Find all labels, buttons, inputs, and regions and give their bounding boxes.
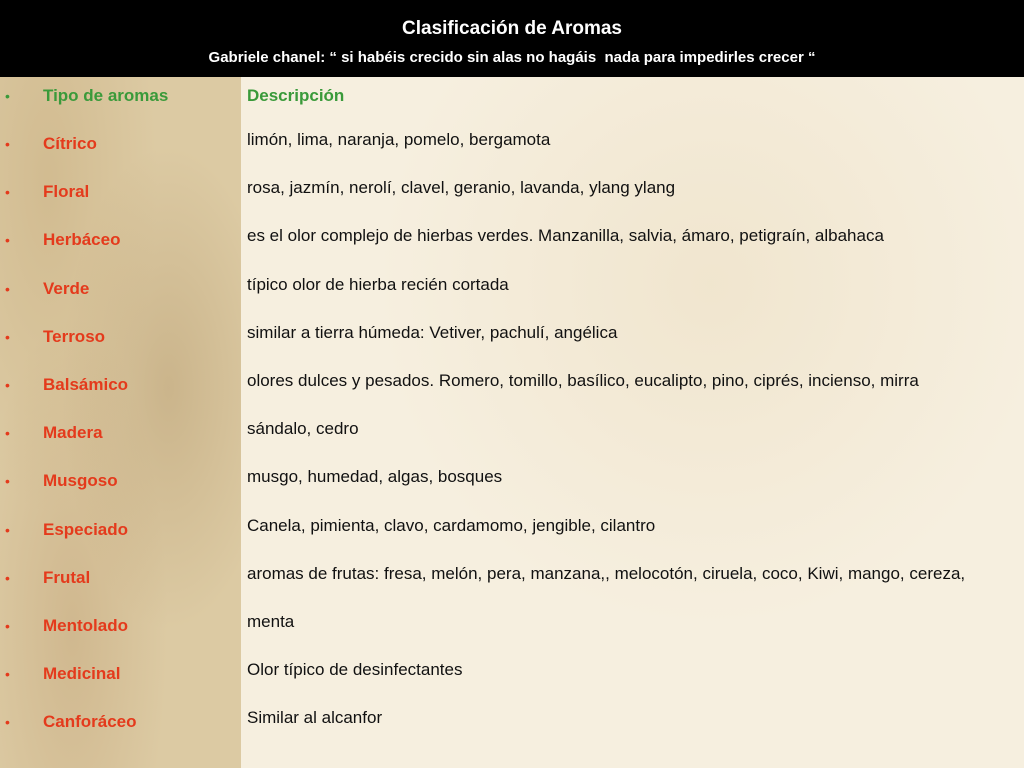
aroma-description: aromas de frutas: fresa, melón, pera, manzana,, melocotón, ciruela, coco, Kiwi, mango, cereza, <box>247 564 966 583</box>
aroma-type: Mentolado <box>43 616 128 635</box>
bullet-icon: • <box>5 232 10 248</box>
slide-subtitle: Gabriele chanel: “ si habéis crecido sin alas no hagáis nada para impedirles crecer “ <box>208 49 816 66</box>
aroma-description: rosa, jazmín, nerolí, clavel, geranio, lavanda, ylang ylang <box>247 178 676 197</box>
aroma-description: es el olor complejo de hierbas verdes. Manzanilla, salvia, ámaro, petigraín, albahaca <box>247 226 884 245</box>
aroma-type: Verde <box>43 279 90 298</box>
aroma-description: musgo, humedad, algas, bosques <box>247 467 503 486</box>
bullet-icon: • <box>5 666 10 682</box>
aroma-description: típico olor de hierba recién cortada <box>247 275 509 294</box>
bullet-icon: • <box>5 473 10 489</box>
aroma-description: Canela, pimienta, clavo, cardamomo, jengible, cilantro <box>247 516 656 535</box>
bullet-icon: • <box>5 618 10 634</box>
aroma-type: Balsámico <box>43 375 129 394</box>
table-row <box>0 226 1024 270</box>
bullet-icon: • <box>5 281 10 297</box>
aroma-type: Canforáceo <box>43 712 137 731</box>
table-row <box>0 130 1024 174</box>
slide-header <box>0 0 1024 77</box>
column-header-description: Descripción <box>247 86 345 105</box>
aroma-type: Especiado <box>43 520 129 539</box>
bullet-icon: • <box>5 88 10 104</box>
aroma-description: similar a tierra húmeda: Vetiver, pachulí, angélica <box>247 323 618 342</box>
table-row <box>0 419 1024 463</box>
aroma-description: Similar al alcanfor <box>247 708 383 727</box>
table-row <box>0 708 1024 752</box>
bullet-icon: • <box>5 136 10 152</box>
table-row <box>0 660 1024 704</box>
table-row <box>0 467 1024 511</box>
bullet-icon: • <box>5 377 10 393</box>
aroma-description: olores dulces y pesados. Romero, tomillo, basílico, eucalipto, pino, ciprés, incienso, mirra <box>247 371 919 390</box>
slide-title: Clasificación de Aromas <box>402 18 622 39</box>
bullet-icon: • <box>5 522 10 538</box>
bullet-icon: • <box>5 329 10 345</box>
aroma-description: sándalo, cedro <box>247 419 359 438</box>
table-row <box>0 323 1024 367</box>
aroma-type: Musgoso <box>43 471 118 490</box>
table-row <box>0 178 1024 222</box>
aroma-type: Medicinal <box>43 664 121 683</box>
bullet-icon: • <box>5 570 10 586</box>
aroma-type: Floral <box>43 182 90 201</box>
aroma-description: Olor típico de desinfectantes <box>247 660 463 679</box>
table-row <box>0 275 1024 319</box>
aroma-description: limón, lima, naranja, pomelo, bergamota <box>247 130 551 149</box>
table-row <box>0 371 1024 415</box>
bullet-icon: • <box>5 714 10 730</box>
aroma-type: Herbáceo <box>43 230 121 249</box>
bullet-icon: • <box>5 425 10 441</box>
table-header-row <box>0 86 1024 126</box>
aroma-type: Madera <box>43 423 103 442</box>
aroma-description: menta <box>247 612 295 631</box>
aroma-type: Terroso <box>43 327 106 346</box>
aroma-type: Cítrico <box>43 134 97 153</box>
table-row <box>0 612 1024 656</box>
bullet-icon: • <box>5 184 10 200</box>
table-row <box>0 564 1024 608</box>
column-header-type: Tipo de aromas <box>43 86 169 105</box>
table-row <box>0 516 1024 560</box>
aroma-type: Frutal <box>43 568 91 587</box>
